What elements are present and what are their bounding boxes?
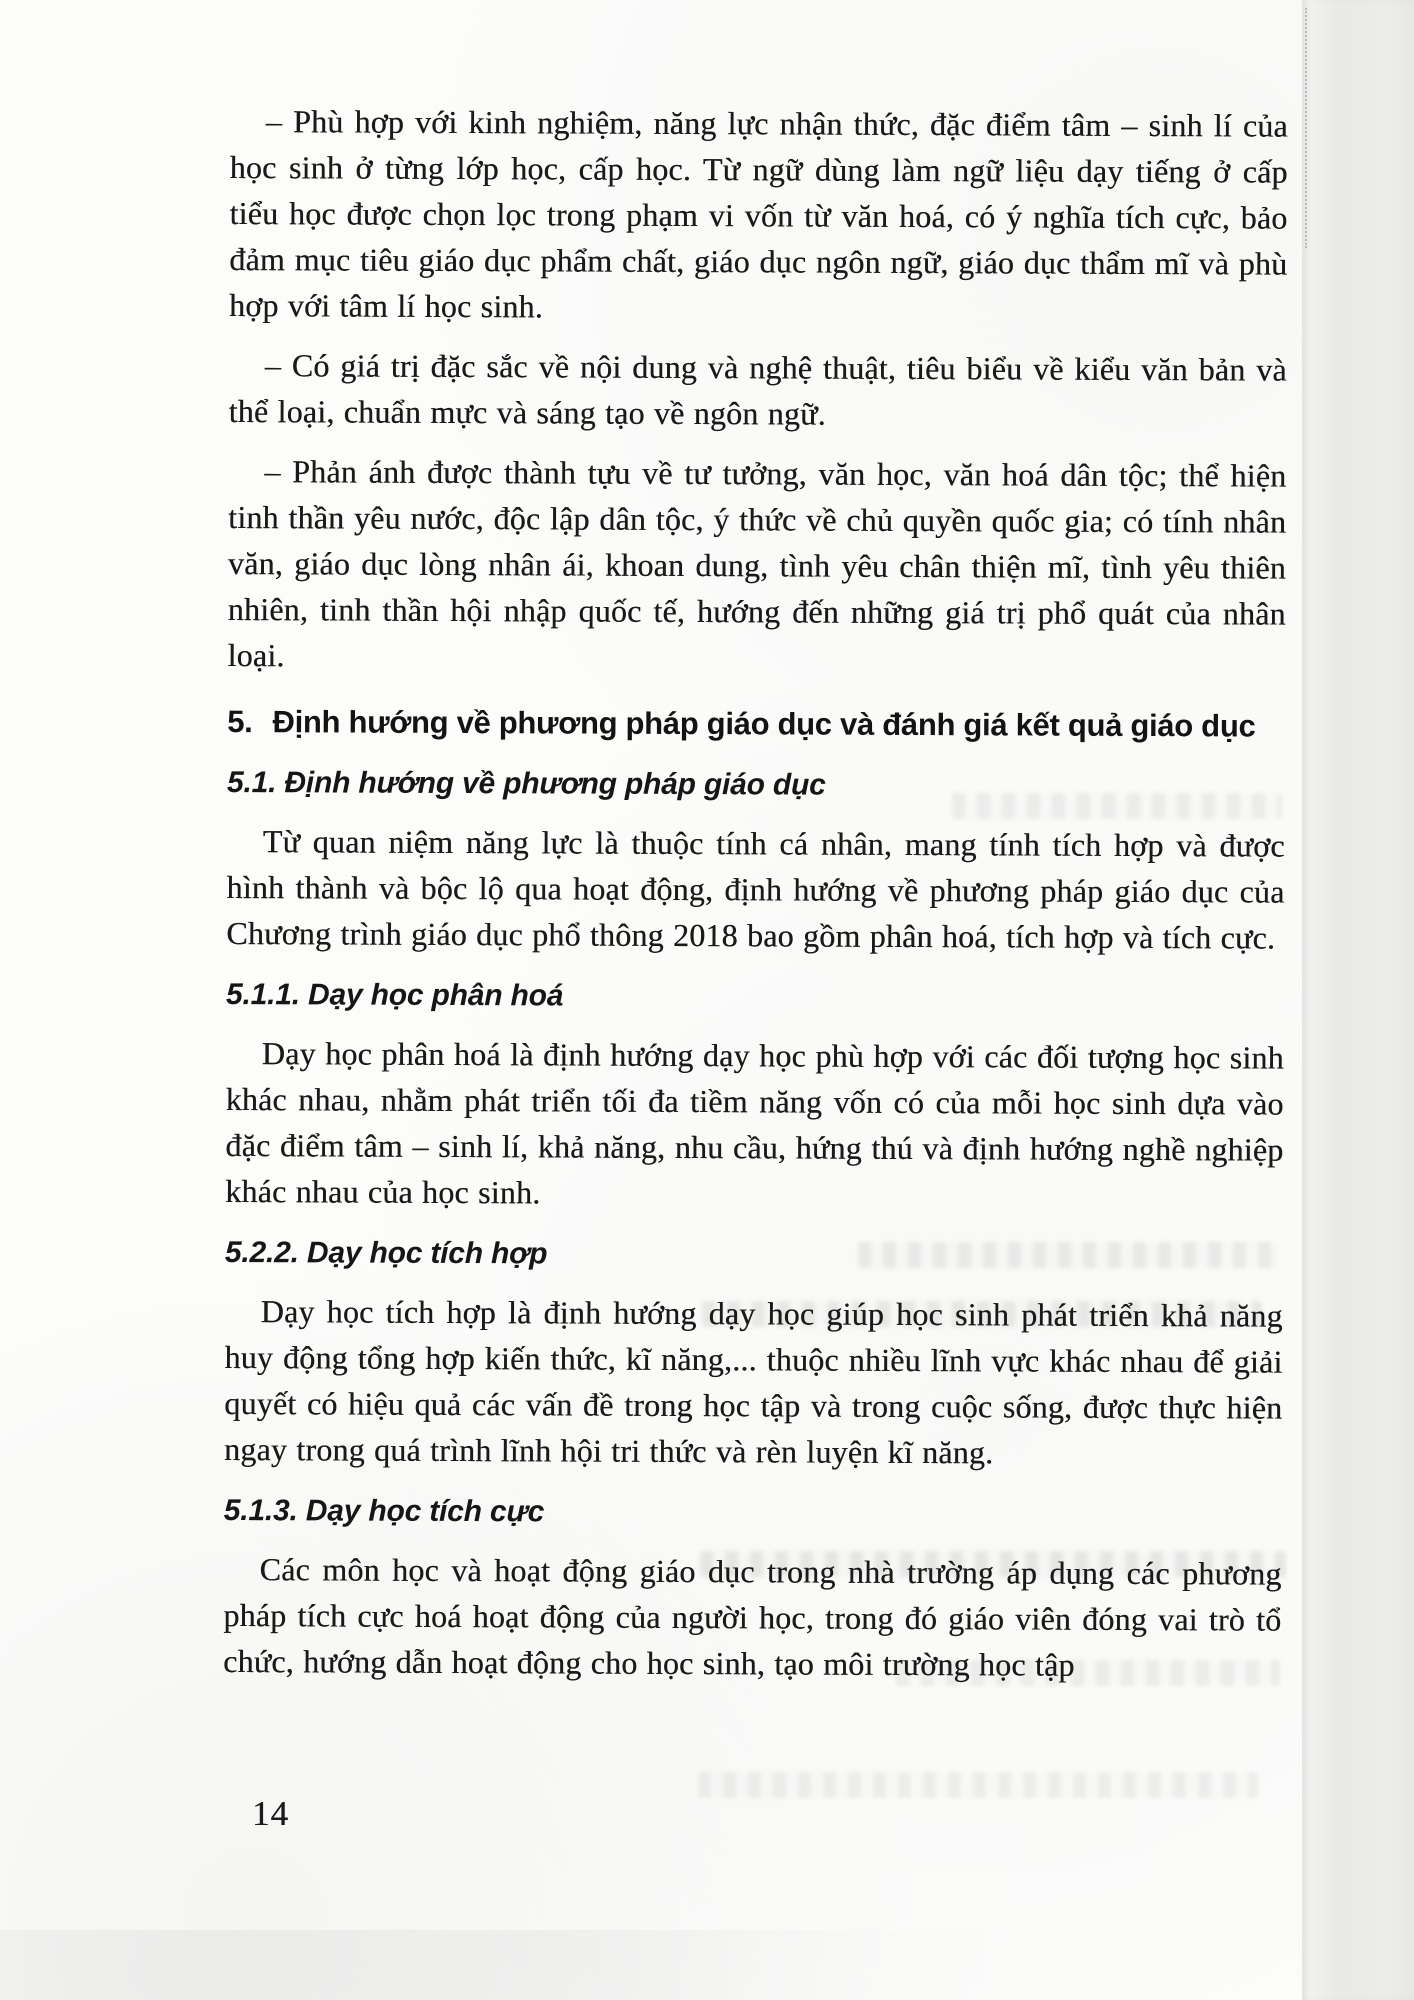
scan-noise [0,1930,1302,2000]
section-heading [227,704,1285,745]
paragraph: Dạy học phân hoá là định hướng dạy học phù hợp với các đối tượng học sinh khác nhau, nhằm phát triển tối đa tiềm năng vốn có của mỗi học sinh dựa vào đặc điểm tâm – sinh lí, khả năng, nhu cầu, hứng thú và định hướng nghề nghiệp khác nhau của học sinh. [225,1035,1284,1211]
section-number: 5. [227,703,253,740]
section-title: Định hướng về phương pháp giáo dục và đánh giá kết quả giáo dục [272,704,1256,744]
bullet-paragraph: – Có giá trị đặc sắc về nội dung và nghệ thuật, tiêu biểu về kiểu văn bản và thể loại, chuẩn mực và sáng tạo về ngôn ngữ. [228,347,1287,432]
subsection-heading: 5.1.1. Dạy học phân hoá [226,977,564,1013]
show-through-smudge [698,1772,1258,1798]
page-number: 14 [252,1794,289,1833]
subsection-heading: 5.1. Định hướng về phương pháp giáo dục [226,765,826,802]
bullet-paragraph: – Phù hợp với kinh nghiệm, năng lực nhận thức, đặc điểm tâm – sinh lí của học sinh ở từng lớp học, cấp học. Từ ngữ dùng làm ngữ liệu dạy tiếng ở cấp tiểu học được chọn lọc trong phạm vi vốn từ văn hoá, có ý nghĩa tích cực, bảo đảm mục tiêu giáo dục phẩm chất, giáo dục ngôn ngữ, giáo dục thẩm mĩ và phù hợp với tâm lí học sinh. [229,103,1288,325]
paragraph: Các môn học và hoạt động giáo dục trong nhà trường áp dụng các phương pháp tích cực hoá hoạt động của người học, trong đó giáo viên đóng vai trò tổ chức, hướng dẫn hoạt động cho học sinh, tạo môi trường học tập [223,1551,1282,1683]
text-block [223,98,1288,1703]
subsection-heading: 5.2.2. Dạy học tích hợp [224,1235,548,1271]
scan-edge-dotted-line [1305,8,1307,248]
paragraph: Từ quan niệm năng lực là thuộc tính cá nhân, mang tính tích hợp và được hình thành và bộc lộ qua hoạt động, định hướng về phương pháp giáo dục của Chương trình giáo dục phổ thông 2018 bao gồm phân hoá, tích hợp và tích cực. [226,823,1285,956]
scan-edge-band [1302,0,1414,2000]
paragraph: Dạy học tích hợp là định hướng dạy học giúp học sinh phát triển khả năng huy động tổng hợp kiến thức, kĩ năng,... thuộc nhiều lĩnh vực khác nhau để giải quyết có hiệu quả các vấn đề trong học tập và trong cuộc sống, được thực hiện ngay trong quá trình lĩnh hội tri thức và rèn luyện kĩ năng. [224,1293,1283,1471]
bullet-paragraph: – Phản ánh được thành tựu về tư tưởng, văn học, văn hoá dân tộc; thể hiện tinh thần yêu nước, độc lập dân tộc, ý thức về chủ quyền quốc gia; có tính nhân văn, giáo dục lòng nhân ái, khoan dung, tình yêu chân thiện mĩ, tình yêu thiên nhiên, tinh thần hội nhập quốc tế, hướng đến những giá trị phổ quát của nhân loại. [227,453,1287,674]
subsection-heading: 5.1.3. Dạy học tích cực [223,1493,545,1529]
